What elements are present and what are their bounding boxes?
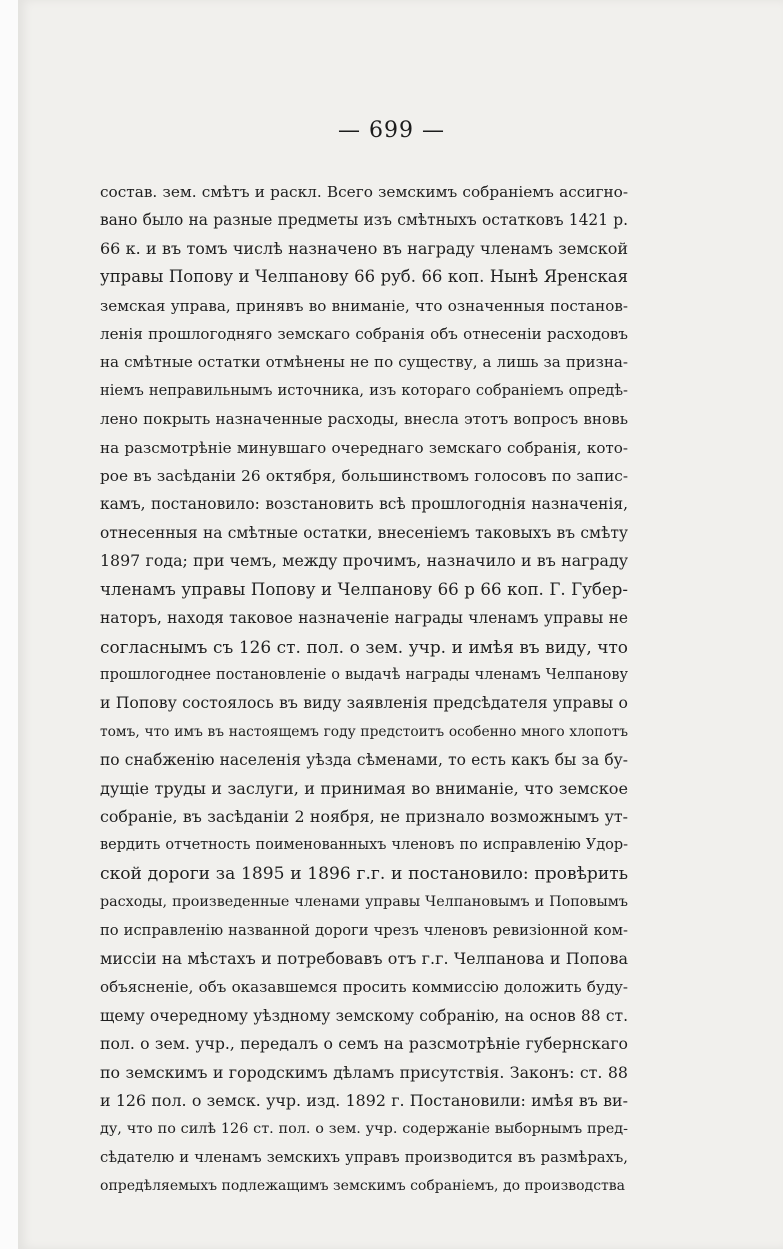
text-line: дущіе труды и заслуги, и принимая во вниманіе, что земское <box>100 778 628 798</box>
text-line: ду, что по силѣ 126 ст. пол. о зем. учр. содержаніе выборнымъ пред- <box>100 1121 628 1138</box>
text-line: и 126 пол. о земск. учр. изд. 1892 г. Постановили: имѣя въ ви- <box>100 1091 628 1110</box>
text-line: состав. зем. смѣтъ и раскл. Всего земскимъ собраніемъ ассигно- <box>100 183 628 201</box>
body-text <box>100 178 628 1201</box>
text-line: прошлогоднее постановленіе о выдачѣ награды членамъ Челпанову <box>100 666 628 683</box>
text-line: отнесенныя на смѣтные остатки, внесеніемъ таковыхъ въ смѣту <box>100 523 628 542</box>
text-line: 66 к. и въ томъ числѣ назначено въ награду членамъ земской <box>100 238 628 258</box>
text-line: членамъ управы Попову и Челпанову 66 р 66 коп. Г. Губер- <box>100 579 628 599</box>
text-line: на разсмотрѣніе минувшаго очереднаго земскаго собранія, кото- <box>100 438 628 457</box>
text-line: вердить отчетность поименованныхъ членовъ по исправленію Удор- <box>100 837 628 854</box>
text-line: расходы, произведенные членами управы Челпановымъ и Поповымъ <box>100 894 628 911</box>
text-line: 1897 года; при чемъ, между прочимъ, назначило и въ награду <box>100 551 628 571</box>
text-line: опредѣляемыхъ подлежащимъ земскимъ собраніемъ, до производства <box>100 1178 626 1195</box>
text-line: рое въ засѣданіи 26 октября, большинствомъ голосовъ по запис- <box>100 467 628 486</box>
text-line: щему очередному уѣздному земскому собранію, на основ 88 ст. <box>100 1006 628 1025</box>
text-line: управы Попову и Челпанову 66 руб. 66 коп. Нынѣ Яренская <box>100 267 628 287</box>
text-line: по исправленію названной дороги чрезъ членовъ ревизіонной ком- <box>100 921 628 939</box>
text-line: ской дороги за 1895 и 1896 г.г. и постановило: провѣрить <box>100 863 628 884</box>
text-line: сѣдателю и членамъ земскихъ управъ производится въ размѣрахъ, <box>100 1148 628 1166</box>
text-line: вано было на разные предметы изъ смѣтныхъ остатковъ 1421 р. <box>100 211 628 230</box>
text-line: наторъ, находя таковое назначеніе награды членамъ управы не <box>100 609 628 628</box>
text-line: земская управа, принявъ во вниманіе, что означенныя постанов- <box>100 296 628 315</box>
text-line: лено покрыть назначенные расходы, внесла этотъ вопросъ вновь <box>100 410 628 429</box>
text-line: на смѣтные остатки отмѣнены не по существу, а лишь за призна- <box>100 353 628 372</box>
text-line: по снабженію населенія уѣзда сѣменами, то есть какъ бы за бу- <box>100 751 628 770</box>
text-line: ленія прошлогодняго земскаго собранія объ отнесеніи расходовъ <box>100 325 628 344</box>
text-line: и Попову состоялось въ виду заявленія предсѣдателя управы о <box>100 693 628 713</box>
text-line: ніемъ неправильнымъ источника, изъ котораго собраніемъ опредѣ- <box>100 381 628 399</box>
text-line: пол. о зем. учр., передалъ о семъ на разсмотрѣніе губернскаго <box>100 1034 628 1054</box>
text-line: камъ, постановило: возстановить всѣ прошлогоднія назначенія, <box>100 495 628 514</box>
text-line: объясненіе, объ оказавшемся просить коммиссію доложить буду- <box>100 978 628 997</box>
text-line: собраніе, въ засѣданіи 2 ноября, не признало возможнымъ ут- <box>100 806 628 826</box>
text-line: миссіи на мѣстахъ и потребовавъ отъ г.г. Челпанова и Попова <box>100 948 628 968</box>
text-line: по земскимъ и городскимъ дѣламъ присутствія. Законъ: ст. 88 <box>100 1062 628 1082</box>
text-line: томъ, что имъ въ настоящемъ году предстоитъ особенно много хлопотъ <box>100 723 628 740</box>
scan-margin <box>0 0 18 1249</box>
text-line: согласнымъ съ 126 ст. пол. о зем. учр. и имѣя въ виду, что <box>100 636 628 657</box>
page-number: — 699 — <box>338 118 445 143</box>
